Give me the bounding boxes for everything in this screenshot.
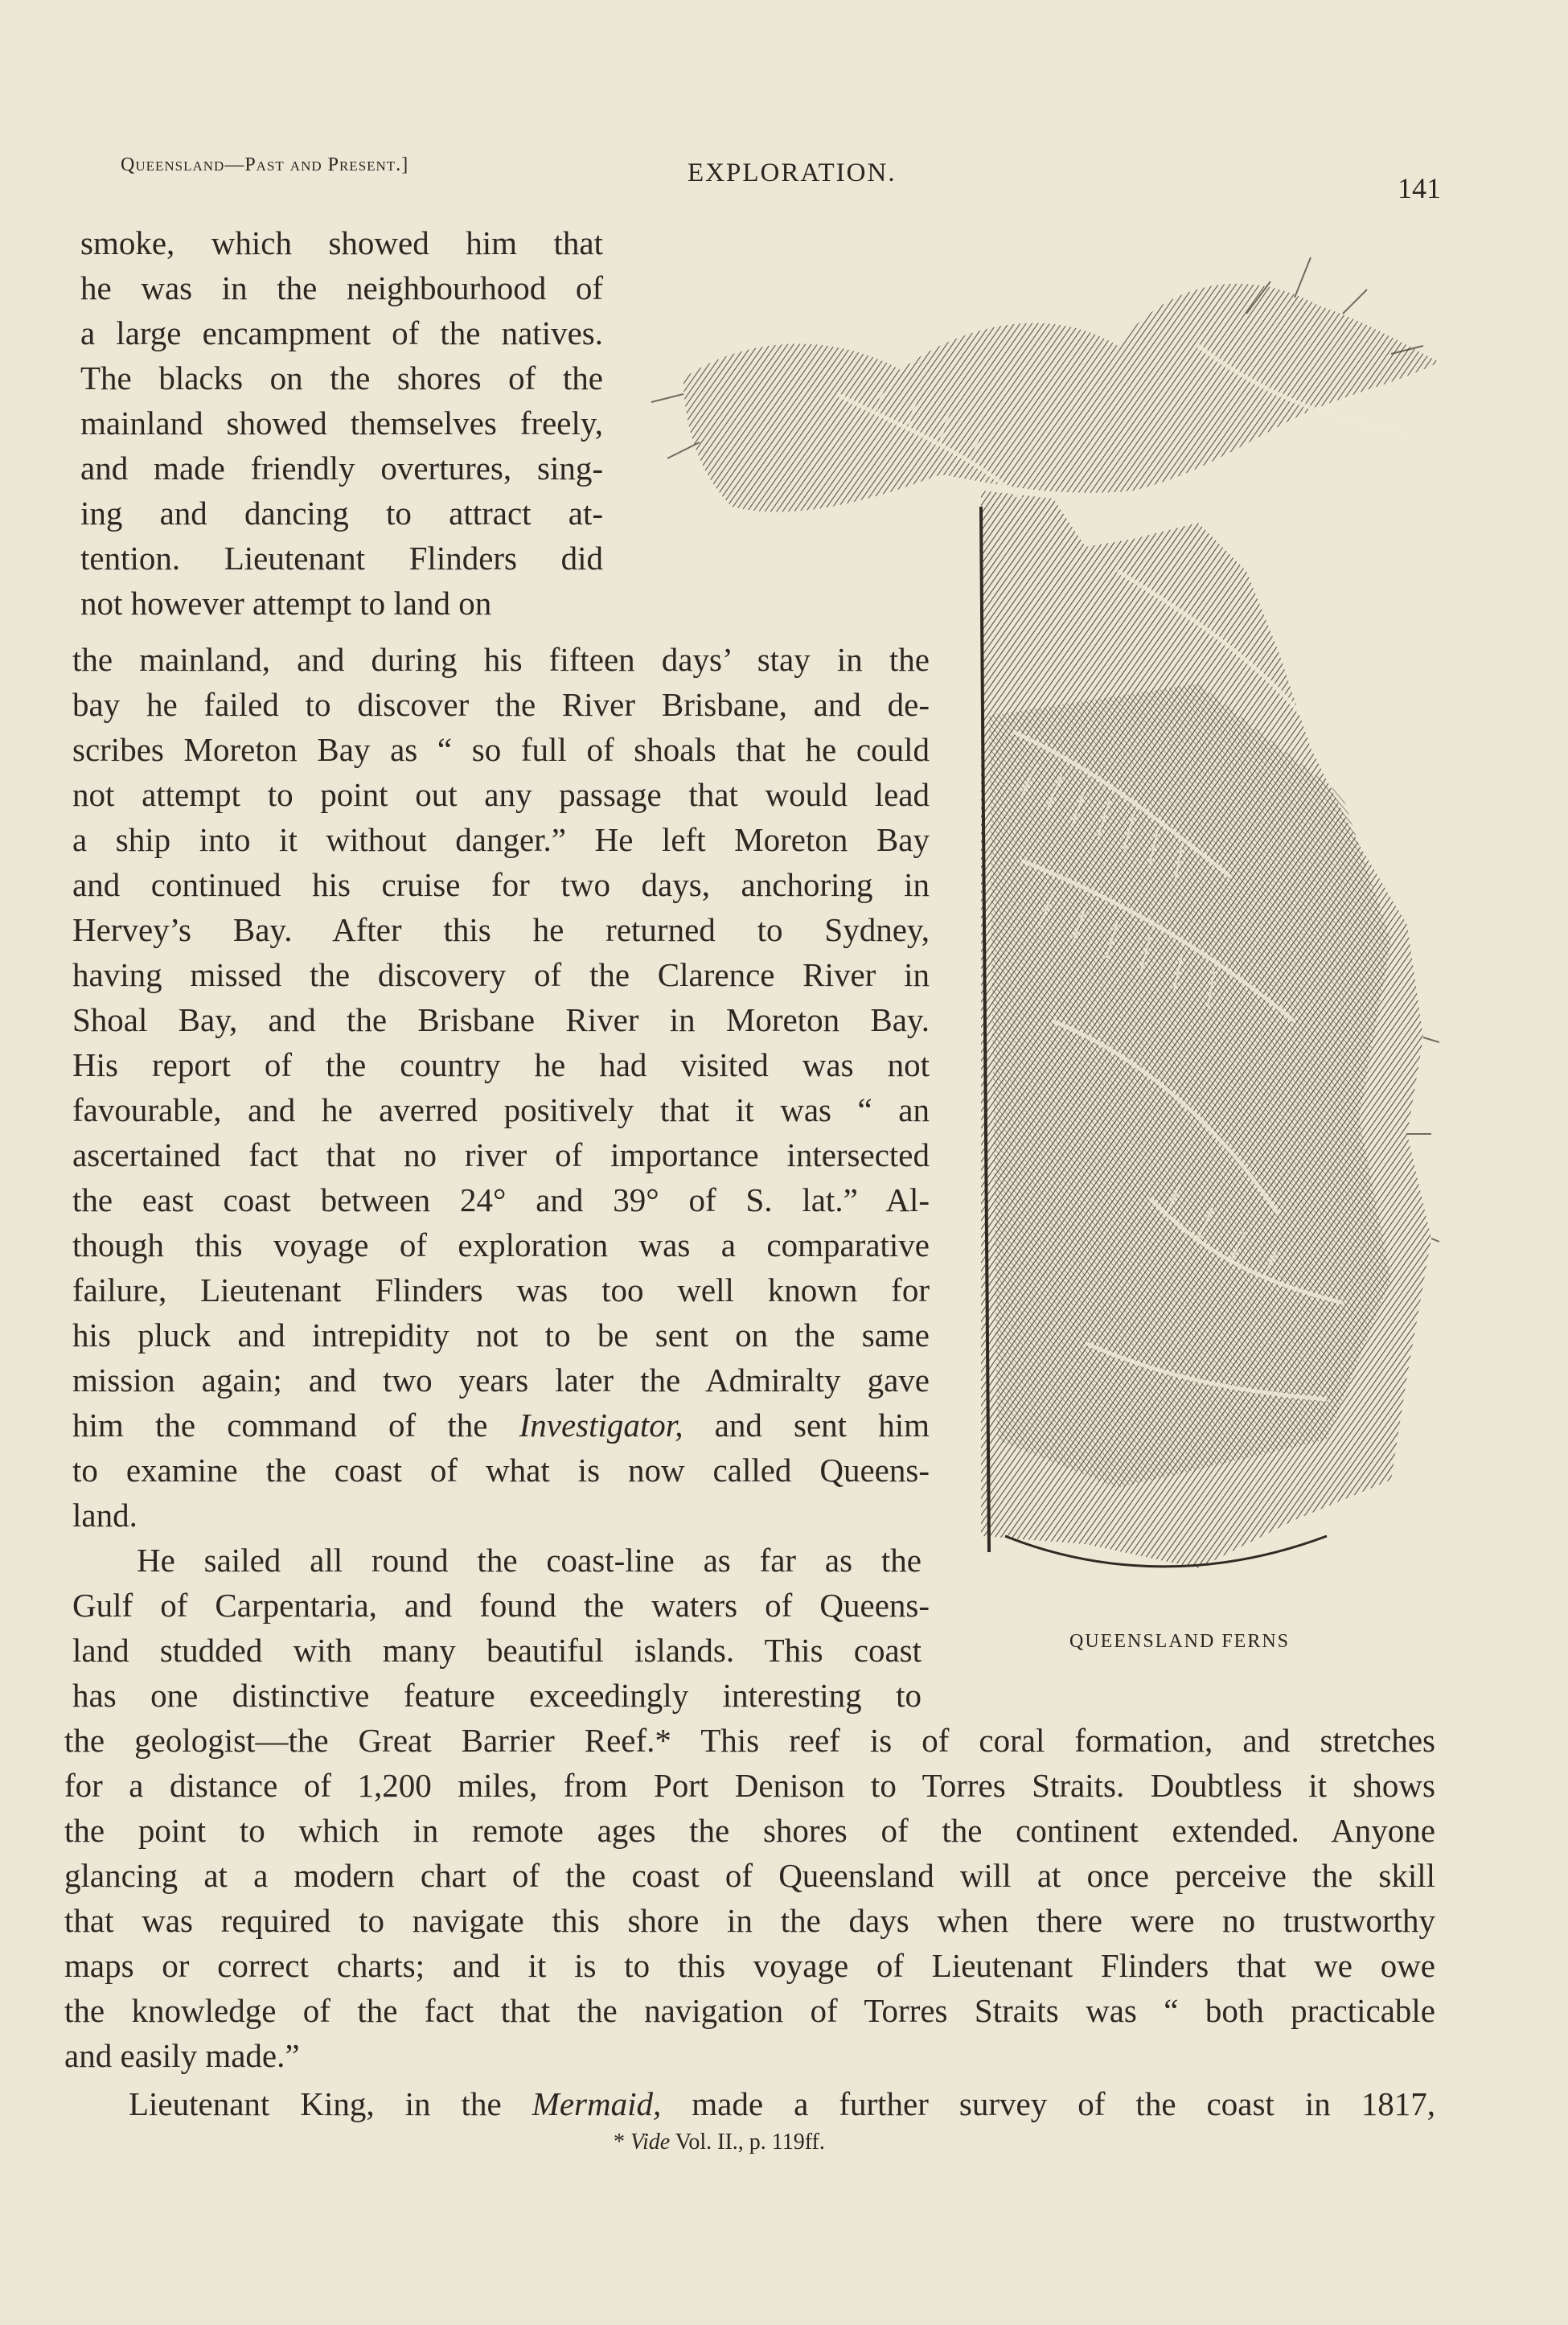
text-line: and made friendly overtures, sing- <box>80 450 603 487</box>
running-head-section: EXPLORATION. <box>688 158 897 187</box>
text-line: though this voyage of exploration was a comparative <box>72 1226 930 1263</box>
queensland-ferns-illustration <box>635 233 1439 1592</box>
text-line: has one distinctive feature exceedingly interesting to <box>72 1677 922 1714</box>
text-line: to examine the coast of what is now called Queens- <box>72 1452 930 1489</box>
text-segment: Lieutenant King, in the <box>129 2085 532 2122</box>
text-line: scribes Moreton Bay as “ so full of shoals that he could <box>72 731 930 768</box>
text-line: ascertained fact that no river of importance intersected <box>72 1136 930 1173</box>
text-line: glancing at a modern chart of the coast of Queensland will at once perceive the skill <box>64 1857 1435 1894</box>
text-line: the mainland, and during his fifteen days’ stay in the <box>72 641 930 678</box>
page-number: 141 <box>1398 172 1441 204</box>
ship-name-investigator: Investigator, <box>519 1407 683 1444</box>
text-line: for a distance of 1,200 miles, from Port Denison to Torres Straits. Doubtless it shows <box>64 1767 1435 1804</box>
text-line: and easily made.” <box>64 2037 300 2074</box>
text-line: the geologist—the Great Barrier Reef.* This reef is of coral formation, and stretches <box>64 1722 1435 1759</box>
text-line: a large encampment of the natives. <box>80 314 603 351</box>
text-line: The blacks on the shores of the <box>80 359 603 396</box>
text-line: failure, Lieutenant Flinders was too well known for <box>72 1271 930 1308</box>
text-line: he was in the neighbourhood of <box>80 269 603 306</box>
text-line: Shoal Bay, and the Brisbane River in Moreton Bay. <box>72 1001 930 1038</box>
text-line-mermaid <box>129 2083 1435 2125</box>
text-line: and continued his cruise for two days, anchoring in <box>72 866 930 903</box>
text-line: not attempt to point out any passage that would lead <box>72 776 930 813</box>
text-line: that was required to navigate this shore in the days when there were no trustworthy <box>64 1902 1435 1939</box>
paragraph-start-line: He sailed all round the coast-line as far as the <box>137 1542 922 1579</box>
text-line: his pluck and intrepidity not to be sent on the same <box>72 1317 930 1354</box>
text-line: favourable, and he averred positively that it was “ an <box>72 1091 930 1128</box>
text-line: His report of the country he had visited was not <box>72 1046 930 1083</box>
text-line: mainland showed themselves freely, <box>80 405 603 442</box>
footnote-text: Vol. II., p. 119ff. <box>670 2130 825 2155</box>
ship-name-mermaid: Mermaid, <box>532 2085 662 2122</box>
text-line: a ship into it without danger.” He left Moreton Bay <box>72 821 930 858</box>
text-segment: made a further survey of the coast in 1817, <box>661 2085 1435 2122</box>
text-line: mission again; and two years later the Admiralty gave <box>72 1362 930 1399</box>
footnote-vide: Vide <box>630 2130 671 2155</box>
text-line: maps or correct charts; and it is to this voyage of Lieutenant Flinders that we owe <box>64 1947 1435 1984</box>
text-line: having missed the discovery of the Clarence River in <box>72 956 930 993</box>
text-line: tention. Lieutenant Flinders did <box>80 540 603 577</box>
footnote <box>614 2130 825 2155</box>
text-line: the knowledge of the fact that the navigation of Torres Straits was “ both practicable <box>64 1992 1435 2029</box>
text-line: smoke, which showed him that <box>80 224 603 261</box>
text-line: land. <box>72 1497 138 1534</box>
text-line: the point to which in remote ages the shores of the continent extended. Anyone <box>64 1812 1435 1849</box>
text-line: Gulf of Carpentaria, and found the waters of Queens- <box>72 1587 930 1624</box>
illustration-caption: QUEENSLAND FERNS <box>1069 1631 1291 1652</box>
text-segment: and sent him <box>683 1407 930 1444</box>
text-segment: him the command of the <box>72 1407 519 1444</box>
footnote-marker: * <box>614 2130 630 2155</box>
text-line: not however attempt to land on <box>80 585 492 622</box>
text-line: the east coast between 24° and 39° of S. lat.” Al- <box>72 1181 930 1218</box>
text-line: land studded with many beautiful islands. This coast <box>72 1632 922 1669</box>
text-line: ing and dancing to attract at- <box>80 495 603 532</box>
text-line: bay he failed to discover the River Brisbane, and de- <box>72 686 930 723</box>
text-line: Hervey’s Bay. After this he returned to Sydney, <box>72 911 930 948</box>
running-head-title: Queensland—Past and Present.] <box>121 154 409 175</box>
